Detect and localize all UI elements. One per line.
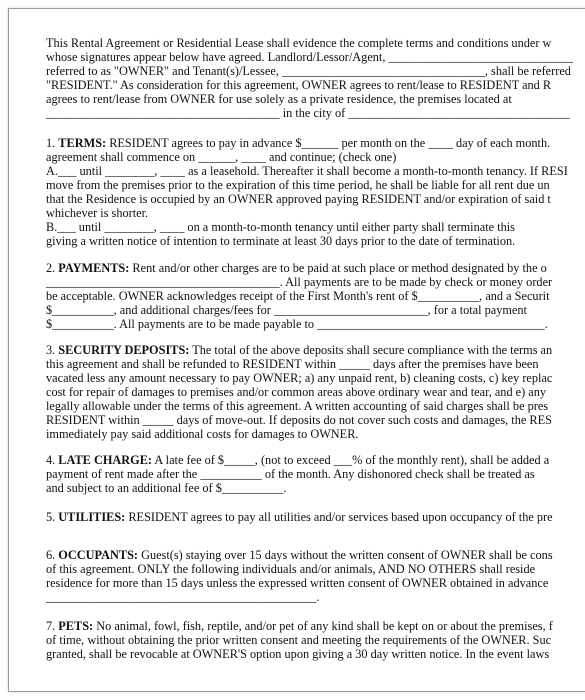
section-heading: PETS:: [58, 619, 94, 633]
text-line: 1. TERMS: RESIDENT agrees to pay in advance $______ per month on the ____ day of each month.: [46, 136, 551, 150]
text-line: 4. LATE CHARGE: A late fee of $_____, (not to exceed ___% of the monthly rent), shall be added a: [46, 453, 550, 467]
text-line: legally allowable under the terms of this agreement. A written accounting of said charges shall be pres: [46, 399, 549, 413]
text-line: giving a written notice of intention to terminate at least 30 days prior to the date of termination.: [46, 234, 516, 248]
text-line: 6. OCCUPANTS: Guest(s) staying over 15 days without the written consent of OWNER shall be cons: [46, 548, 553, 562]
section-heading: SECURITY DEPOSITS:: [58, 343, 190, 357]
text-line: be acceptable. OWNER acknowledges receipt of the First Month's rent of $__________, and a Securit: [46, 289, 550, 303]
text-line: referred to as "OWNER" and Tenant(s)/Lessee, _________________________________, shall be referred: [46, 64, 571, 78]
text-line: immediately pay said additional costs for damages to OWNER.: [46, 427, 359, 441]
text-line: of time, without obtaining the prior written consent and meeting the requirements of the OWNER. Suc: [46, 633, 552, 647]
section-heading: LATE CHARGE:: [58, 453, 153, 467]
text-line: B.___ until ________, ____ on a month-to-month tenancy until either party shall terminate this: [46, 220, 515, 234]
text-line: whose signatures appear below have agreed. Landlord/Lessor/Agent, ______________________________: [46, 50, 573, 64]
text-line: ______________________________________ in the city of ____________________________________: [46, 106, 570, 120]
text-line: 5. UTILITIES: RESIDENT agrees to pay all utilities and/or services based upon occupancy of the pre: [46, 510, 553, 524]
section-heading: OCCUPANTS:: [58, 548, 138, 562]
text-line: This Rental Agreement or Residential Lease shall evidence the complete terms and conditions under w: [46, 36, 552, 50]
text-line: that the Residence is occupied by an OWNER approved paying RESIDENT and/or expiration of said t: [46, 192, 551, 206]
text-line: move from the premises prior to the expiration of this time period, he shall be liable for all rent due un: [46, 178, 550, 192]
text-line: $__________. All payments are to be made payable to _____________________________________.: [46, 317, 548, 331]
text-line: whichever is shorter.: [46, 206, 149, 220]
text-line: granted, shall be revocable at OWNER'S option upon giving a 30 day written notice. In the event laws: [46, 647, 550, 661]
text-line: and subject to an additional fee of $__________.: [46, 481, 287, 495]
text-line: 3. SECURITY DEPOSITS: The total of the above deposits shall secure compliance with the terms an: [46, 343, 553, 357]
text-line: A.___ until ________, ____ as a leasehold. Thereafter it shall become a month-to-month tenancy. If RESI: [46, 164, 568, 178]
text-line: 2. PAYMENTS: Rent and/or other charges are to be paid at such place or method designated by the o: [46, 261, 547, 275]
section-heading: PAYMENTS:: [58, 261, 130, 275]
section-heading: TERMS:: [58, 136, 107, 150]
text-line: residence for more than 15 days unless the expressed written consent of OWNER obtained in advance: [46, 576, 549, 590]
text-line: agrees to rent/lease from OWNER for use solely as a private residence, the premises located at: [46, 92, 512, 106]
text-line: of this agreement. ONLY the following individuals and/or animals, AND NO OTHERS shall reside: [46, 562, 536, 576]
text-line: vacated less any amount necessary to pay OWNER; a) any unpaid rent, b) cleaning costs, c) key replac: [46, 371, 553, 385]
text-line: $__________, and additional charges/fees for _________________________, for a total payment: [46, 303, 527, 317]
text-line: "RESIDENT." As consideration for this agreement, OWNER agrees to rent/lease to RESIDENT and R: [46, 78, 552, 92]
text-line: agreement shall commence on ______, ____ and continue; (check one): [46, 150, 397, 164]
text-line: cost for repair of damages to premises and/or common areas above ordinary wear and tear, and e) any: [46, 385, 547, 399]
text-line: ____________________________________________.: [46, 590, 320, 604]
text-line: RESIDENT within _____ days of move-out. If deposits do not cover such costs and damages, the RES: [46, 413, 552, 427]
text-line: ______________________________________. All payments are to be made by check or money order: [46, 275, 553, 289]
text-line: this agreement and shall be refunded to RESIDENT within _____ days after the premises have been: [46, 357, 539, 371]
text-line: payment of rent made after the __________ of the month. Any dishonored check shall be treated as: [46, 467, 535, 481]
section-heading: UTILITIES:: [58, 510, 126, 524]
text-line: 7. PETS: No animal, fowl, fish, reptile, and/or pet of any kind shall be kept on or about the premises, f: [46, 619, 553, 633]
